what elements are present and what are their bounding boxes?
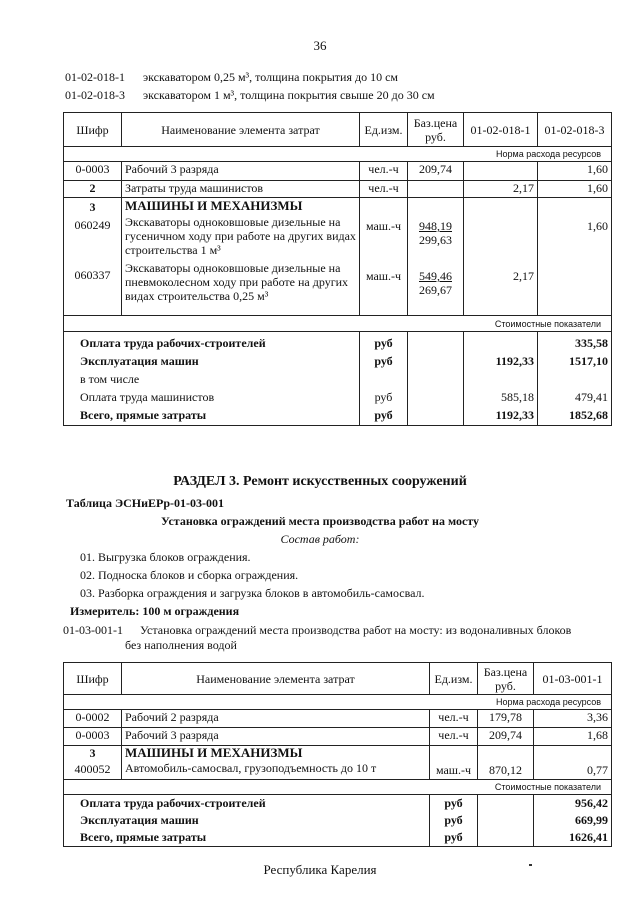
total-unit: руб xyxy=(444,830,463,844)
header-col1: 01-03-001-1 xyxy=(534,663,612,695)
footer-region: Республика Карелия xyxy=(263,862,377,877)
intro-code: 01-02-018-1 xyxy=(65,70,125,84)
row-v: 3,36 xyxy=(534,710,612,728)
cost-label: Стоимостные показатели xyxy=(64,316,612,332)
scan-mark xyxy=(529,864,532,866)
total-unit: руб xyxy=(374,354,393,368)
total-label: Оплата труда рабочих-строителей xyxy=(80,336,266,350)
row-name: Рабочий 3 разряда xyxy=(122,728,430,746)
row-unit: чел.-ч xyxy=(360,162,408,181)
norm-label: Норма расхода ресурсов xyxy=(64,695,612,710)
page-number: 36 xyxy=(313,38,327,53)
total-v2: 479,41 xyxy=(575,390,608,404)
total-v1: 1192,33 xyxy=(495,354,534,368)
total-unit: руб xyxy=(374,390,393,404)
total-v2: 1852,68 xyxy=(569,408,608,422)
header-col1: 01-02-018-1 xyxy=(464,113,538,147)
intro-line xyxy=(65,88,435,103)
row-v: 1,68 xyxy=(534,728,612,746)
row-v1: 2,17 xyxy=(464,181,538,198)
resource-table-1 xyxy=(63,112,612,426)
work-item: 02. Поднoска блоков и сборка ограждения. xyxy=(80,568,299,582)
row-code: 0-0002 xyxy=(64,710,122,728)
machine-v1 xyxy=(467,219,534,233)
machine-code: 060337 xyxy=(74,268,111,282)
total-v2 xyxy=(541,370,608,388)
total-v: 1626,41 xyxy=(569,830,608,844)
total-unit: руб xyxy=(444,796,463,810)
machine-unit: маш.-ч xyxy=(365,269,402,283)
total-v: 956,42 xyxy=(575,796,608,810)
total-v1 xyxy=(467,370,534,388)
total-unit xyxy=(363,370,404,388)
total-v: 669,99 xyxy=(575,813,608,827)
row-v2: 1,60 xyxy=(538,162,612,181)
row-unit: чел.-ч xyxy=(360,181,408,198)
row-code: 0-0003 xyxy=(64,728,122,746)
machine-code: 060249 xyxy=(74,218,111,232)
table-name: Таблица ЭСНиЕРр-01-03-001 xyxy=(66,496,225,510)
machine-price-main: 948,19 xyxy=(419,219,452,233)
machine-name: Автомобиль-самосвал, грузоподъемность до 10 т xyxy=(125,761,377,775)
machines-code: 3 xyxy=(89,746,96,760)
machines-code: 3 xyxy=(89,200,96,214)
machine-price-extra: 269,67 xyxy=(419,283,452,297)
total-label: Всего, прямые затраты xyxy=(80,408,207,422)
intro-text: экскаватором 1 м³, толщина покрытия свыше 20 до 30 см xyxy=(143,88,435,102)
row-name: Рабочий 2 разряда xyxy=(122,710,430,728)
row-code: 0-0003 xyxy=(64,162,122,181)
machine-unit: маш.-ч xyxy=(365,219,402,233)
table-subject: Установка ограждений места производства работ на мосту xyxy=(160,514,480,528)
row-name: Рабочий 3 разряда xyxy=(122,162,360,181)
header-price: Баз.цена руб. xyxy=(408,113,464,147)
item-code: 01-03-001-1 xyxy=(63,623,123,637)
item-text: Установка ограждений места производства работ на мосту: из водоналивных блоков xyxy=(140,623,572,637)
header-name: Наименование элемента затрат xyxy=(122,663,430,695)
machines-title: МАШИНЫ И МЕХАНИЗМЫ xyxy=(125,745,303,760)
intro-text: экскаватором 0,25 м³, толщина покрытия до 10 см xyxy=(143,70,398,84)
totals-block xyxy=(64,795,612,847)
header-name: Наименование элемента затрат xyxy=(122,113,360,147)
machine-code: 400052 xyxy=(74,762,111,776)
row-v2: 1,60 xyxy=(538,181,612,198)
machine-name: Экскаваторы одноковшовые дизельные на гусеничном ходу при работе на других видах строительства 1 м³ xyxy=(125,215,356,257)
norm-label: Норма расхода ресурсов xyxy=(64,147,612,162)
section-title: РАЗДЕЛ 3. Ремонт искусственных сооружений xyxy=(173,474,467,489)
work-item: 03. Разборка ограждения и загрузка блоков в автомобиль-самосвал. xyxy=(80,586,425,600)
machines-block xyxy=(64,746,612,780)
header-code: Шифр xyxy=(64,663,122,695)
total-v1: 1192,33 xyxy=(495,408,534,422)
item-text: без наполнения водой xyxy=(125,638,237,652)
row-unit: чел.-ч xyxy=(430,710,478,728)
machines-block xyxy=(64,198,612,316)
machine-price-extra: 299,63 xyxy=(419,233,452,247)
total-unit: руб xyxy=(374,408,393,422)
machine-price: 870,12 xyxy=(489,763,522,777)
machine-v2: 1,60 xyxy=(587,219,608,233)
totals-block xyxy=(64,332,612,426)
table-row xyxy=(64,181,612,198)
machine-unit: маш.-ч xyxy=(435,763,472,777)
row-code: 2 xyxy=(64,181,122,198)
row-price: 209,74 xyxy=(478,728,534,746)
machine-v1: 2,17 xyxy=(513,269,534,283)
header-price: Баз.цена руб. xyxy=(478,663,534,695)
table-row xyxy=(64,728,612,746)
row-price: 179,78 xyxy=(478,710,534,728)
work-item: 01. Выгрузка блоков ограждения. xyxy=(80,550,251,564)
header-unit: Ед.изм. xyxy=(430,663,478,695)
row-unit: чел.-ч xyxy=(430,728,478,746)
resource-table-2 xyxy=(63,662,612,847)
total-label: Оплата труда машинистов xyxy=(80,390,215,404)
machine-name: Экскаваторы одноковшовые дизельные на пневмоколесном ходу при работе на других видах строительства 0,25 м³ xyxy=(125,261,349,303)
total-unit: руб xyxy=(374,336,393,350)
meter: Измеритель: 100 м ограждения xyxy=(70,604,240,618)
machine-v: 0,77 xyxy=(587,763,608,777)
header-col2: 01-02-018-3 xyxy=(538,113,612,147)
total-v1: 585,18 xyxy=(501,390,534,404)
intro-line xyxy=(65,70,398,85)
total-unit: руб xyxy=(444,813,463,827)
row-name: Затраты труда машинистов xyxy=(122,181,360,198)
total-label: Оплата труда рабочих-строителей xyxy=(80,796,266,810)
total-v1 xyxy=(467,334,534,352)
total-label: Эксплуатация машин xyxy=(80,813,199,827)
total-label: Эксплуатация машин xyxy=(80,354,199,368)
total-v2: 335,58 xyxy=(575,336,608,350)
total-v2: 1517,10 xyxy=(569,354,608,368)
machine-price-main: 549,46 xyxy=(419,269,452,283)
total-label: в том числе xyxy=(80,372,140,386)
table-row xyxy=(64,710,612,728)
machines-title: МАШИНЫ И МЕХАНИЗМЫ xyxy=(125,198,303,213)
row-price: 209,74 xyxy=(408,162,464,181)
total-label: Всего, прямые затраты xyxy=(80,830,207,844)
header-code: Шифр xyxy=(64,113,122,147)
table-row xyxy=(64,162,612,181)
works-title: Состав работ: xyxy=(280,532,360,546)
intro-code: 01-02-018-3 xyxy=(65,88,125,102)
row-price xyxy=(408,181,464,198)
header-unit: Ед.изм. xyxy=(360,113,408,147)
row-v1 xyxy=(464,162,538,181)
cost-label: Стоимостные показатели xyxy=(64,780,612,795)
